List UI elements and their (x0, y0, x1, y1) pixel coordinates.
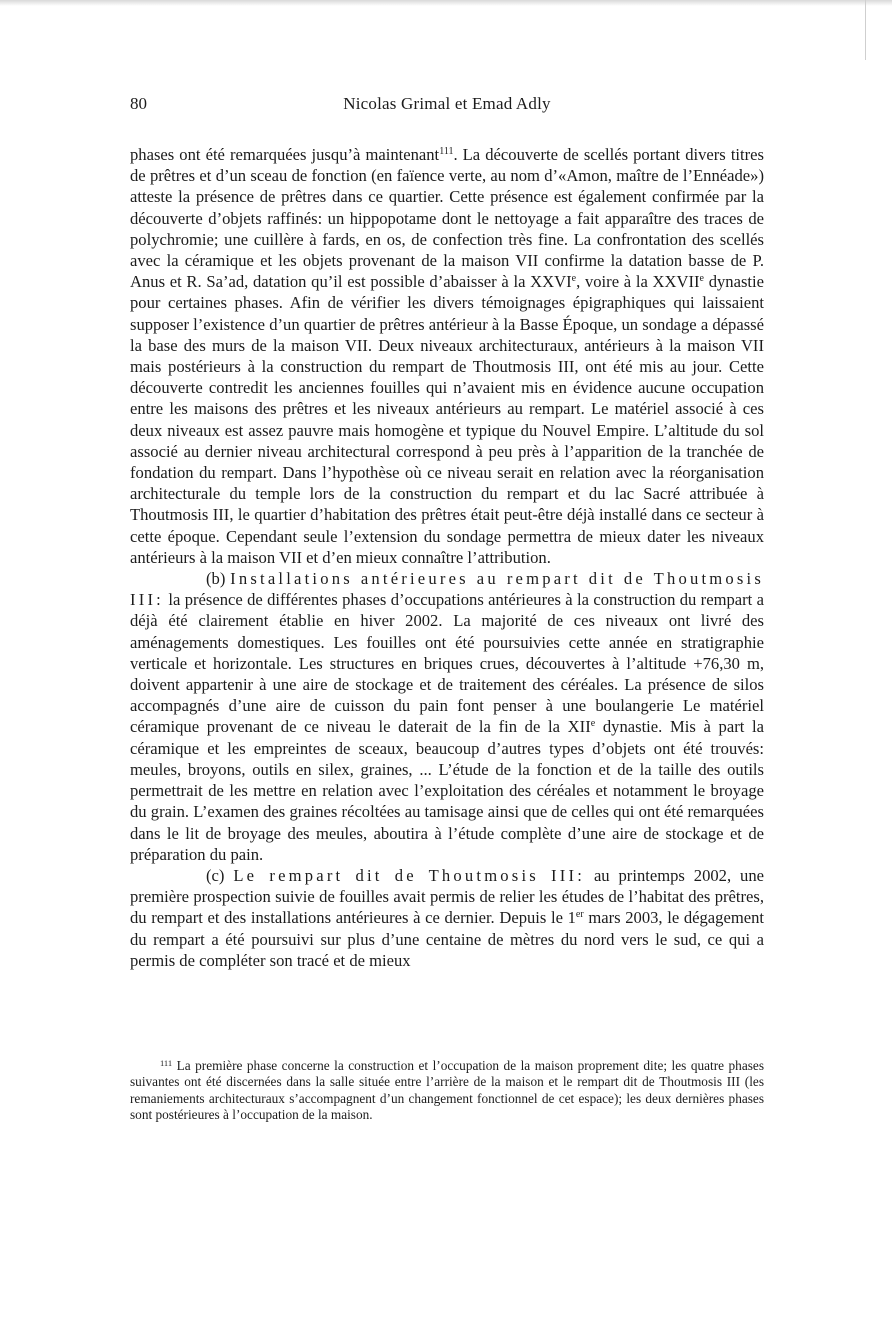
footnote-mark: 111 (160, 1058, 173, 1068)
footnotes (130, 1058, 764, 1123)
body-text (130, 144, 764, 971)
paragraph-1-text-c: , voire à la XXVII (576, 272, 700, 292)
footnote-text: La première phase concerne la construction et l’occupation de la maison proprement dite; les quatre phases suivantes ont été discernées dans la salle située entre l’arrière de la maison et le rempart dit de Thoutmosis III (les remaniements architecturaux s’accompagnent d’un changement fonctionnel de cet espace); les deux dernières phases sont postérieures à l’occupation de la maison. (130, 1058, 764, 1122)
footnote-111 (130, 1058, 764, 1123)
section-label-c: (c) (206, 865, 225, 885)
paragraph-2-text-b: dynastie. Mis à part la céramique et les empreintes de sceaux, beaucoup d’autres types d’objets ont été trouvés: meules, broyons, outils en silex, graines, ... L’étude de la fonction et de la taille des outils permettrait de les mettre en relation avec l’exploitation des céréales et notamment le broyage du grain. L’examen des graines récoltées au tamisage ainsi que de celles qui ont été remarquées dans le lit de broyage des meules, aboutira à l’étude complète d’une aire de stockage et de préparation du pain. (130, 717, 764, 864)
page-number: 80 (130, 94, 147, 113)
superscript-er: er (575, 909, 584, 921)
page-header (130, 94, 764, 118)
paragraph-1-text-a: phases ont été remarquées jusqu’à maintenant (130, 145, 440, 164)
paragraph-3 (130, 865, 764, 971)
superscript-e: e (571, 273, 577, 285)
scan-edge-top (0, 0, 892, 6)
paragraph-1-text-d: dynastie pour certaines phases. Afin de vérifier les divers témoignages épigraphiques qui laissaient supposer l’existence d’un quartier de prêtres antérieur à la Basse Époque, un sondage a dépassé la base des murs de la maison VII. Deux niveaux architecturaux, antérieurs à la maison VII mais postérieurs à la construction du rempart de Thoutmosis III, ont été mis au jour. Cette découverte contredit les anciennes fouilles qui n’avaient mis en évidence aucune occupation entre les maisons des prêtres et les niveaux antérieurs au rempart. Le matériel associé à ces deux niveaux est assez pauvre mais homogène et typique du Nouvel Empire. L’altitude du sol associé au dernier niveau architectural correspond à peu près à l’apparition de la tranchée de fondation du rempart. Dans l’hypothèse où ce niveau serait en relation avec la réorganisation architecturale du temple lors de la construction du rempart et du lac Sacré attribuée à Thoutmosis III, le quartier d’habitation des prêtres était peut-être déjà installé dans ce secteur à cette époque. Cependant seule l’extension du sondage permettra de mieux dater les niveaux antérieurs à la maison VII et d’en mieux connaître l’attribution. (130, 272, 764, 567)
section-label-b: (b) (206, 569, 226, 589)
paragraph-2-text-a: la présence de différentes phases d’occupations antérieures à la construction du rempart a déjà été clairement établie en hiver 2002. La majorité de ces niveaux ont livré des aménagements domestiques. Les fouilles ont été poursuivies cette année en stratigraphie verticale et horizontale. Les structures en briques crues, découvertes à l’altitude +76,30 m, doivent appartenir à une aire de stockage et de traitement des céréales. La présence de silos accompagnés d’une aire de cuisson du pain font penser à une boulangerie Le matériel céramique provenant de ce niveau le daterait de la fin de la XII (130, 590, 764, 737)
section-heading-c: Le rempart dit de Thoutmosis III: (233, 865, 586, 885)
footnote-ref-111: 111 (439, 146, 454, 157)
paragraph-1-text-b: . La découverte de scellés portant divers titres de prêtres et d’un sceau de fonction (en faïence verte, au nom d’«Amon, maître de l’Ennéade») atteste la présence de prêtres dans ce quartier. Cette présence est également confirmée par la découverte d’objets raffinés: un hippopotame dont le nettoyage a fait apparaître des traces de polychromie; une cuillère à fards, en os, de confection très fine. La confrontation des scellés avec la céramique et les objets provenant de la maison VII confirme la datation basse de P. Anus et R. Sa’ad, datation qu’il est possible d’abaisser à la XXVI (130, 145, 764, 292)
paragraph-1 (130, 144, 764, 568)
superscript-e: e (590, 718, 596, 730)
running-head: Nicolas Grimal et Emad Adly (343, 94, 551, 113)
section-heading-b: Installations antérieures au rempart dit de Thoutmosis III: (130, 569, 764, 610)
paragraph-2 (130, 568, 764, 865)
paragraph-3-text-b: mars 2003, le dégagement du rempart a été poursuivi sur plus d’une centaine de mètres du nord vers le sud, ce qui a permis de compléter son tracé et de mieux (130, 908, 765, 970)
scan-edge-right (865, 0, 866, 60)
superscript-e: e (699, 273, 704, 285)
paragraph-3-text-a: au printemps 2002, une première prospection suivie de fouilles avait permis de relier les études de l’habitat des prêtres, du rempart et des installations antérieures à ce dernier. Depuis le 1 (130, 865, 764, 928)
